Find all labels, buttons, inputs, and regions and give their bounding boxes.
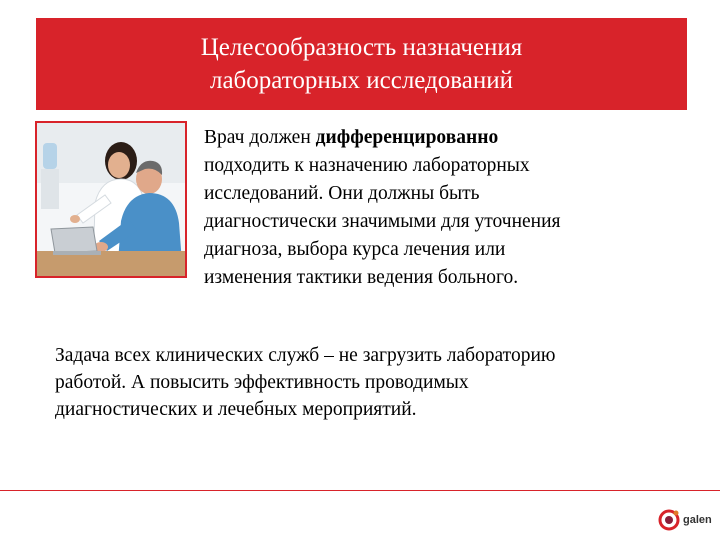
intro-emphasis: дифференцированно bbox=[315, 127, 499, 148]
galen-logo-icon bbox=[657, 508, 681, 532]
intro-line-1 bbox=[204, 124, 674, 152]
task-line-1: Задача всех клинических служб – не загрузить лабораторию bbox=[55, 345, 556, 366]
intro-line-6: изменения тактики ведения больного. bbox=[204, 267, 519, 288]
brand-logo bbox=[657, 505, 717, 535]
task-paragraph bbox=[55, 342, 695, 423]
title-line-2: лабораторных исследований bbox=[209, 67, 513, 94]
footer-divider bbox=[0, 490, 720, 491]
intro-paragraph bbox=[204, 124, 674, 292]
intro-text-start: Врач должен bbox=[204, 127, 316, 148]
title-line-1: Целесообразность назначения bbox=[200, 34, 523, 61]
doctor-patient-photo bbox=[35, 121, 187, 278]
title-banner bbox=[36, 18, 687, 110]
task-line-2: работой. А повысить эффективность проводимых bbox=[55, 372, 469, 393]
doctor-patient-illustration bbox=[37, 123, 185, 276]
brand-name: galen bbox=[683, 514, 712, 526]
intro-line-5: диагноза, выбора курса лечения или bbox=[204, 239, 506, 260]
task-line-3: диагностических и лечебных мероприятий. bbox=[55, 399, 417, 420]
intro-line-4: диагностически значимыми для уточнения bbox=[204, 211, 561, 232]
intro-line-2: подходить к назначению лабораторных bbox=[204, 155, 530, 176]
intro-line-3: исследований. Они должны быть bbox=[204, 183, 480, 204]
